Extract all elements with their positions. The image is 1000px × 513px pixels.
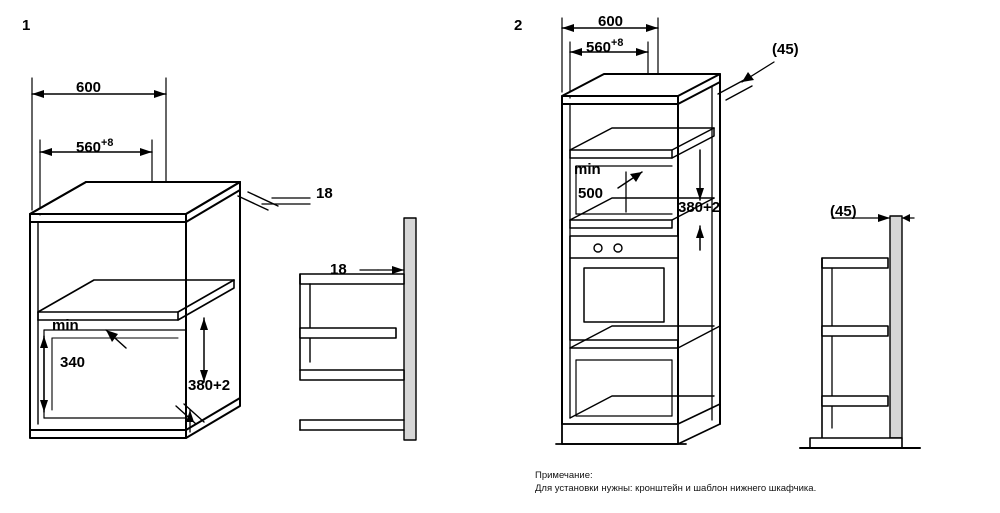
dim-height-opening-1: 380+2 [188, 377, 231, 394]
dim-width-inner-value-1: 560 [76, 139, 102, 156]
panel-2 [500, 0, 1000, 513]
panel-2-drawing [500, 0, 1000, 513]
dim-width-outer-2: 600 [598, 13, 624, 30]
dim-min-label-2: min [574, 161, 601, 178]
dim-width-inner-sup-2: +8 [611, 37, 624, 49]
dim-gap-side-2: (45) [830, 203, 857, 220]
dim-depth-side-1: 18 [330, 261, 347, 278]
dim-height-opening-2: 380+2 [678, 199, 721, 216]
panel-number-1: 1 [22, 17, 31, 34]
panel-number-2: 2 [514, 17, 523, 34]
note-line-2: Для установки нужны: кронштейн и шаблон нижнего шкафчика. [535, 482, 817, 494]
dim-width-outer-1: 600 [76, 79, 102, 96]
dim-width-inner-1 [76, 138, 113, 156]
dim-width-inner-sup-1: +8 [101, 137, 114, 149]
dim-min-label-1: min [52, 317, 79, 334]
dim-depth-top-1: 18 [316, 185, 333, 202]
dim-width-inner-value-2: 560 [586, 39, 612, 56]
dim-gap-top-2: (45) [772, 41, 799, 58]
dim-min-value-1: 340 [60, 354, 86, 371]
dim-width-inner-2 [586, 38, 623, 56]
installation-note [535, 470, 816, 496]
dim-min-value-2: 500 [578, 185, 604, 202]
note-line-1: Примечание: [535, 470, 593, 481]
